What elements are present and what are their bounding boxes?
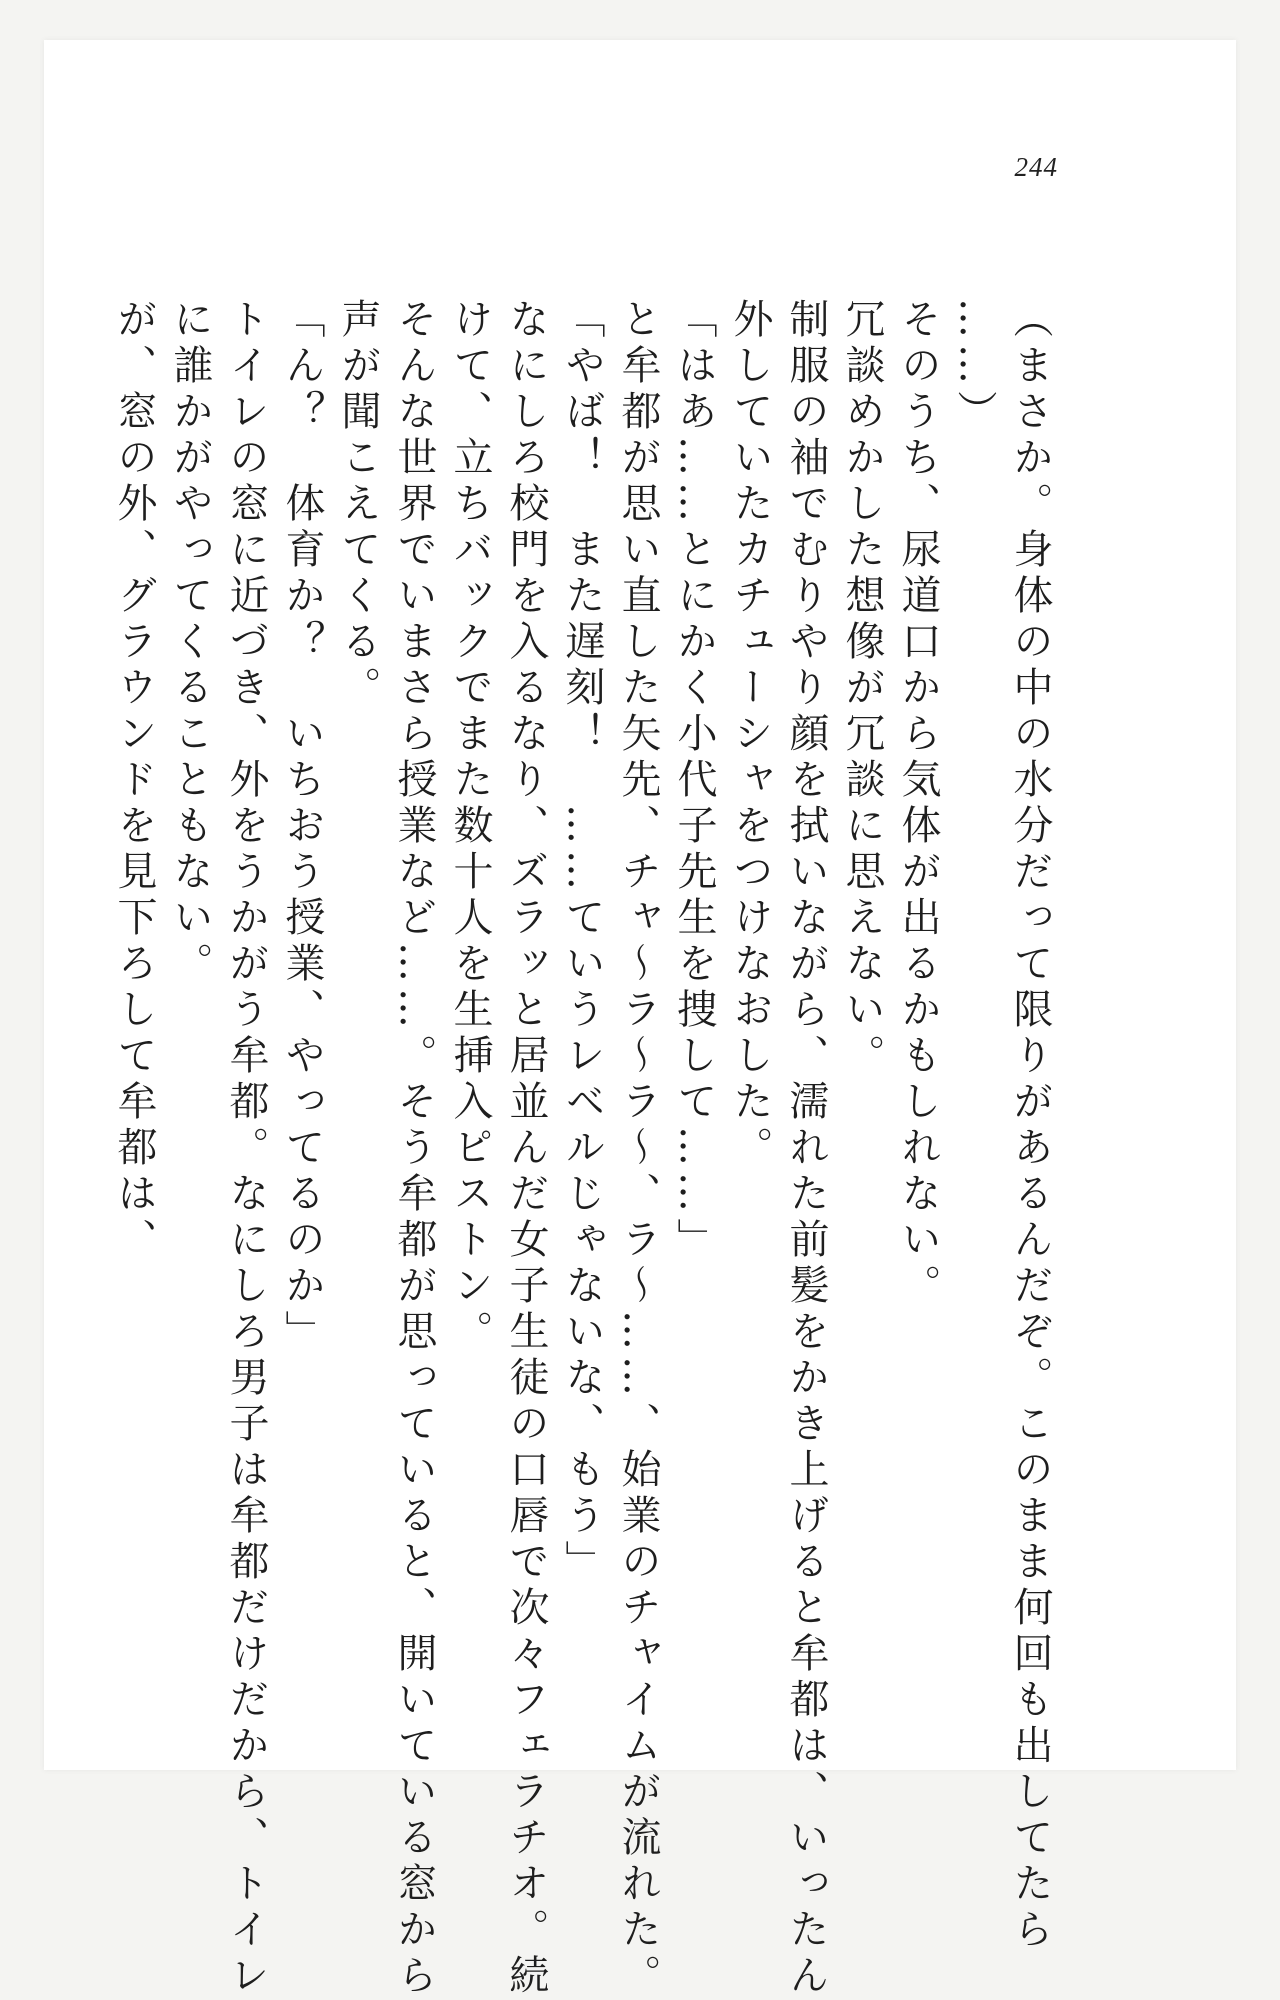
text-line: 制服の袖でむりやり顔を拭いながら、濡れた前髪をかき上げると牟都は、いったん [783, 298, 829, 2000]
text-line: 声が聞こえてくる。 [335, 298, 381, 712]
text-line: けて、立ちバックでまた数十人を生挿入ピストン。 [447, 298, 493, 1356]
text-line: 「ん？ 体育か？ いちおう授業、やってるのか」 [279, 298, 325, 1356]
text-line: そのうち、尿道口から気体が出るかもしれない。 [895, 298, 941, 1310]
text-line: そんな世界でいまさら授業など……。そう牟都が思っていると、開いている窓から [391, 298, 437, 2000]
vertical-body-text [111, 298, 1058, 2000]
book-page [44, 40, 1236, 2000]
text-line: （まさか。身体の中の水分だって限りがあるんだぞ。このまま何回も出してたら [1007, 298, 1053, 1954]
text-line: 「やば！ また遅刻！ ……ていうレベルじゃないな、もう」 [559, 298, 605, 1586]
text-line: と牟都が思い直した矢先、チャ〜ラ〜ラ〜、ラ〜……、始業のチャイムが流れた。 [615, 298, 661, 2000]
text-line: 「はあ……とにかく小代子先生を捜して……」 [671, 298, 717, 1264]
text-line: が、窓の外、グラウンドを見下ろして牟都は、 [111, 298, 157, 1264]
text-line: 外していたカチューシャをつけなおした。 [727, 298, 773, 1172]
text-line: に誰かがやってくることもない。 [167, 298, 213, 988]
text-line: トイレの窓に近づき、外をうかがう牟都。なにしろ男子は牟都だけだから、トイレ [223, 298, 269, 2000]
text-line: 冗談めかした想像が冗談に思えない。 [839, 298, 885, 1080]
text-line: ……） [951, 298, 997, 436]
page-number: 244 [1014, 152, 1058, 182]
text-line: なにしろ校門を入るなり、ズラッと居並んだ女子生徒の口唇で次々フェラチオ。続 [503, 298, 549, 2000]
